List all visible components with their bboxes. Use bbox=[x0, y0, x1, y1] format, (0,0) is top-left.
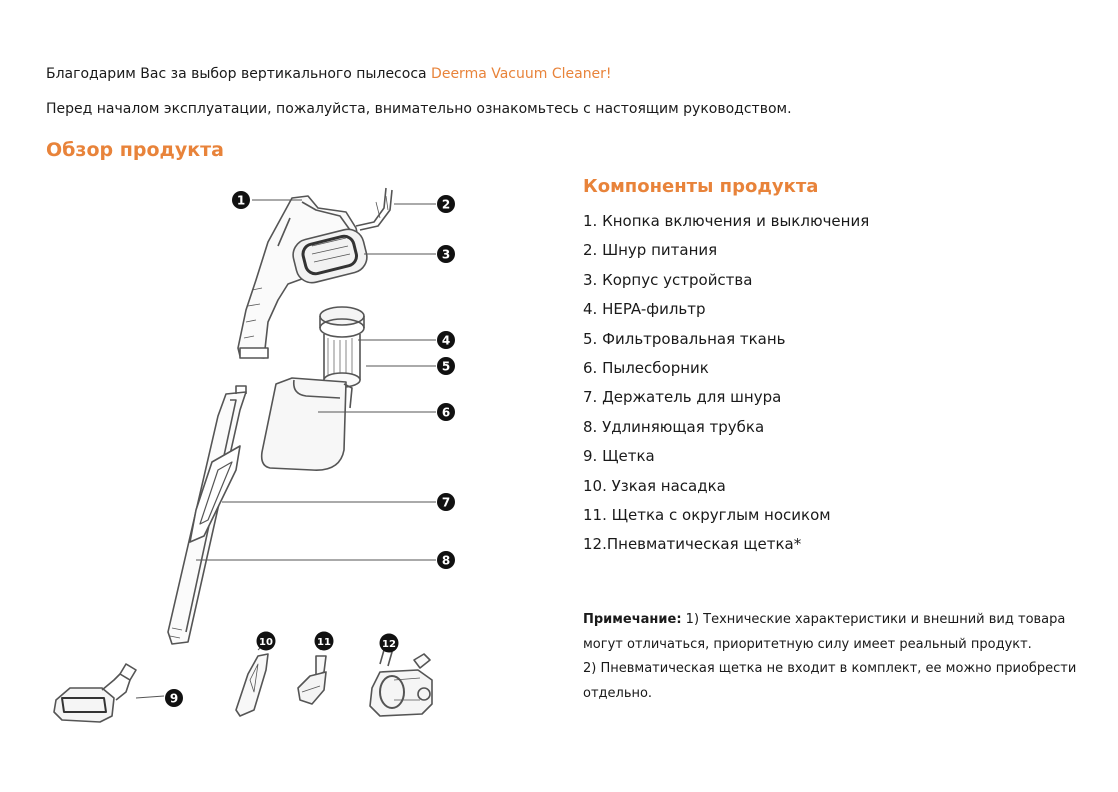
callout-12 bbox=[380, 634, 399, 653]
callout-8 bbox=[437, 551, 455, 569]
list-item: 5. Фильтровальная ткань bbox=[583, 329, 786, 348]
note-label: Примечание: bbox=[583, 612, 682, 627]
list-item: 11. Щетка с округлым носиком bbox=[583, 505, 831, 524]
callout-10 bbox=[257, 632, 276, 651]
callout-8-label: 8 bbox=[441, 553, 451, 568]
callout-11 bbox=[315, 632, 334, 651]
intro-instruction: Перед началом эксплуатации, пожалуйста, внимательно ознакомьтесь с настоящим руководством. bbox=[46, 101, 792, 117]
list-item: 12.Пневматическая щетка* bbox=[583, 535, 802, 554]
callout-11-label: 11 bbox=[317, 637, 331, 648]
overview-title: Обзор продукта bbox=[46, 139, 224, 161]
callout-12-label: 12 bbox=[382, 639, 396, 650]
cord-holder-drawing bbox=[190, 446, 240, 542]
intro-thanks-text: Благодарим Вас за выбор вертикального пылесоса bbox=[46, 66, 432, 82]
leader-line bbox=[136, 696, 164, 698]
air-brush-drawing bbox=[370, 650, 432, 716]
callout-5 bbox=[437, 357, 455, 375]
callout-9-label: 9 bbox=[169, 691, 179, 706]
dust-container-drawing bbox=[262, 378, 352, 470]
callout-1 bbox=[232, 191, 250, 209]
power-cord-drawing bbox=[356, 188, 392, 230]
list-item: 4. HEPA-фильтр bbox=[583, 300, 706, 319]
callout-3 bbox=[437, 245, 455, 263]
list-item: 9. Щетка bbox=[583, 447, 655, 466]
note-block bbox=[583, 608, 1083, 706]
callout-2-label: 2 bbox=[441, 197, 451, 212]
device-body-drawing bbox=[236, 193, 370, 358]
product-diagram bbox=[40, 180, 480, 740]
components-list bbox=[583, 210, 869, 563]
callout-9 bbox=[165, 689, 183, 707]
callout-6 bbox=[437, 403, 455, 421]
callout-5-label: 5 bbox=[441, 359, 451, 374]
round-brush-drawing bbox=[298, 656, 326, 704]
brush-drawing bbox=[54, 664, 136, 722]
brand-name: Deerma Vacuum Cleaner! bbox=[431, 66, 612, 82]
list-item: 3. Корпус устройства bbox=[583, 270, 753, 289]
list-item: 7. Держатель для шнура bbox=[583, 388, 782, 407]
list-item: 6. Пылесборник bbox=[583, 358, 709, 377]
callout-2 bbox=[437, 195, 455, 213]
callout-1-label: 1 bbox=[236, 193, 246, 208]
callout-4 bbox=[437, 331, 455, 349]
note-text-1: 1) Технические характеристики и внешний вид товара могут отличаться, приоритетную силу имеет реальный продукт. bbox=[583, 612, 1066, 652]
callout-4-label: 4 bbox=[441, 333, 451, 348]
callout-6-label: 6 bbox=[441, 405, 451, 420]
list-item: 10. Узкая насадка bbox=[583, 476, 726, 495]
hepa-filter-drawing bbox=[320, 307, 364, 387]
callout-3-label: 3 bbox=[441, 247, 451, 262]
callout-7-label: 7 bbox=[441, 495, 451, 510]
callout-7 bbox=[437, 493, 455, 511]
note-line-2: 2) Пневматическая щетка не входит в комплект, ее можно приобрести отдельно. bbox=[583, 661, 1077, 701]
callout-10-label: 10 bbox=[259, 637, 273, 648]
list-item: 1. Кнопка включения и выключения bbox=[583, 212, 870, 230]
list-item: 2. Шнур питания bbox=[583, 241, 718, 260]
intro-thanks bbox=[46, 66, 612, 82]
list-item: 8. Удлиняющая трубка bbox=[583, 417, 765, 436]
crevice-nozzle-drawing bbox=[236, 654, 268, 716]
note-line-1 bbox=[583, 608, 1083, 657]
components-title: Компоненты продукта bbox=[583, 176, 819, 197]
